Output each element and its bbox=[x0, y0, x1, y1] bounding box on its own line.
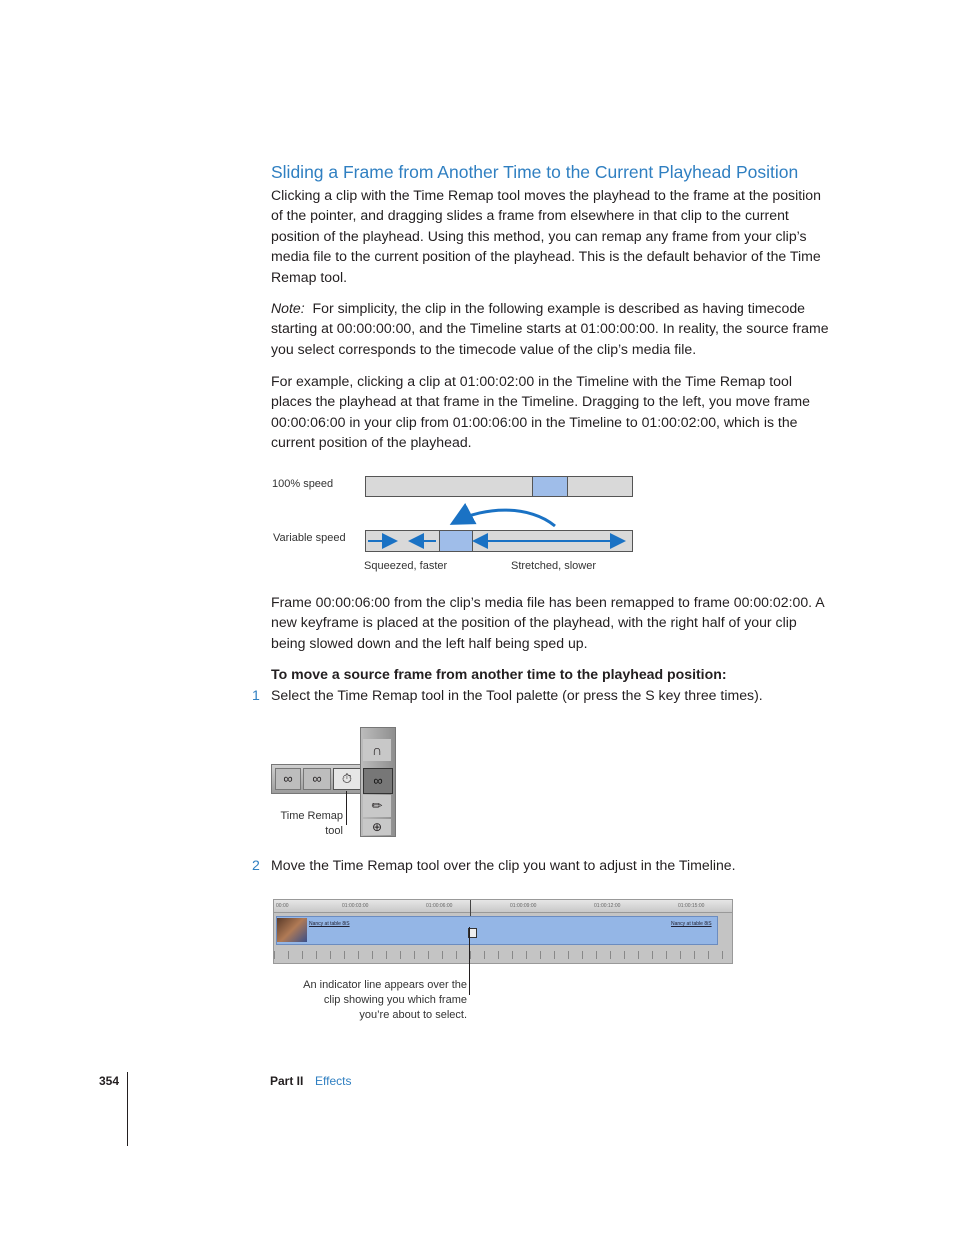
slip-tool-icon[interactable]: ∞ bbox=[275, 768, 301, 790]
timeline-caption bbox=[270, 978, 467, 1023]
body-paragraph-result: Frame 00:00:06:00 from the clip’s media file has been remapped to frame 00:00:02:00. A new keyframe is placed at the position of the playhead, with the right half of your clip being slowed down and the left half being sped up. bbox=[271, 594, 824, 651]
speed-arrows-graphic bbox=[360, 500, 640, 560]
section-heading: Sliding a Frame from Another Time to the Current Playhead Position bbox=[271, 162, 799, 182]
label-variable-speed: Variable speed bbox=[273, 532, 346, 544]
tool-caption-line2: tool bbox=[325, 825, 343, 837]
ruler-tick-2: 01:00:06:00 bbox=[426, 903, 453, 909]
timeline-caption-line3: you’re about to select. bbox=[359, 1009, 467, 1021]
ruler-tick-0: 00:00 bbox=[276, 903, 289, 909]
bar-100-speed bbox=[365, 476, 633, 497]
tool-caption bbox=[270, 809, 343, 839]
page-number: 354 bbox=[99, 1074, 120, 1088]
timeline-ruler bbox=[274, 900, 732, 913]
note-label: Note: bbox=[271, 300, 305, 316]
slide-tool-icon[interactable]: ∞ bbox=[303, 768, 331, 790]
timeline-track-ticks bbox=[274, 951, 732, 959]
footer-section-link[interactable]: Effects bbox=[315, 1074, 352, 1088]
footer-part: Part II bbox=[270, 1074, 304, 1088]
step-text-1: Select the Time Remap tool in the Tool palette (or press the S key three times). bbox=[271, 687, 763, 703]
tool-callout-line bbox=[346, 791, 347, 825]
time-remap-tool-icon[interactable]: ⏱ bbox=[333, 768, 361, 790]
procedure-heading: To move a source frame from another time to the playhead position: bbox=[271, 666, 727, 682]
timeline-caption-line2: clip showing you which frame bbox=[323, 994, 467, 1006]
ruler-tick-5: 01:00:15:00 bbox=[678, 903, 705, 909]
ruler-tick-3: 01:00:09:00 bbox=[510, 903, 537, 909]
frame-block-original bbox=[532, 477, 568, 496]
label-100-speed: 100% speed bbox=[272, 478, 334, 490]
note-paragraph bbox=[271, 298, 831, 359]
ruler-tick-1: 01:00:03:00 bbox=[342, 903, 369, 909]
remap-curve-arrow bbox=[455, 510, 555, 526]
label-squeezed: Squeezed, faster bbox=[364, 560, 448, 572]
footer-divider bbox=[127, 1072, 128, 1146]
razor-tool-icon[interactable]: ✏ bbox=[363, 795, 391, 817]
clip-name-right: Nancy at table 8iS bbox=[671, 921, 712, 927]
roll-tool-icon[interactable]: ∩ bbox=[363, 739, 391, 761]
step-text-2: Move the Time Remap tool over the clip you want to adjust in the Timeline. bbox=[271, 857, 736, 873]
note-text: For simplicity, the clip in the following example is described as having timecode starting at 00:00:00:00, and the Timeline starts at 01:00:00:00. In reality, the source frame you select corresponds to the timecode value of the clip’s media file. bbox=[271, 300, 829, 357]
label-stretched: Stretched, slower bbox=[511, 560, 596, 572]
zoom-tool-icon[interactable]: ⊕ bbox=[363, 819, 391, 835]
tool-caption-line1: Time Remap bbox=[280, 810, 343, 822]
timeline-clip[interactable] bbox=[276, 916, 718, 945]
step-number-1: 1 bbox=[252, 687, 260, 703]
ruler-tick-4: 01:00:12:00 bbox=[594, 903, 621, 909]
timeline-screenshot bbox=[273, 899, 733, 964]
step-number-2: 2 bbox=[252, 857, 260, 873]
body-paragraph-intro: Clicking a clip with the Time Remap tool moves the playhead to the frame at the position of the pointer, and dragging slides a frame from elsewhere in that clip to the current position of the playhead. Using this method, you can remap any frame from your clip’s media file to the current position of the playhead. This is the default behavior of the Time Remap tool. bbox=[271, 187, 821, 285]
clip-name-left: Nancy at table 8iS bbox=[309, 921, 350, 927]
timeline-caption-line1: An indicator line appears over the bbox=[303, 979, 467, 991]
clip-thumbnail bbox=[277, 918, 307, 942]
slip-group-icon[interactable]: ∞ bbox=[363, 768, 393, 794]
body-paragraph-example: For example, clicking a clip at 01:00:02:00 in the Timeline with the Time Remap tool places the playhead at that frame in the Timeline. Dragging to the left, you move frame 00:00:06:00 in your clip from 01:00:06:00 in the Timeline to 01:00:02:00, which is the current position of the playhead. bbox=[271, 373, 810, 451]
timeline-callout-line bbox=[469, 927, 470, 995]
